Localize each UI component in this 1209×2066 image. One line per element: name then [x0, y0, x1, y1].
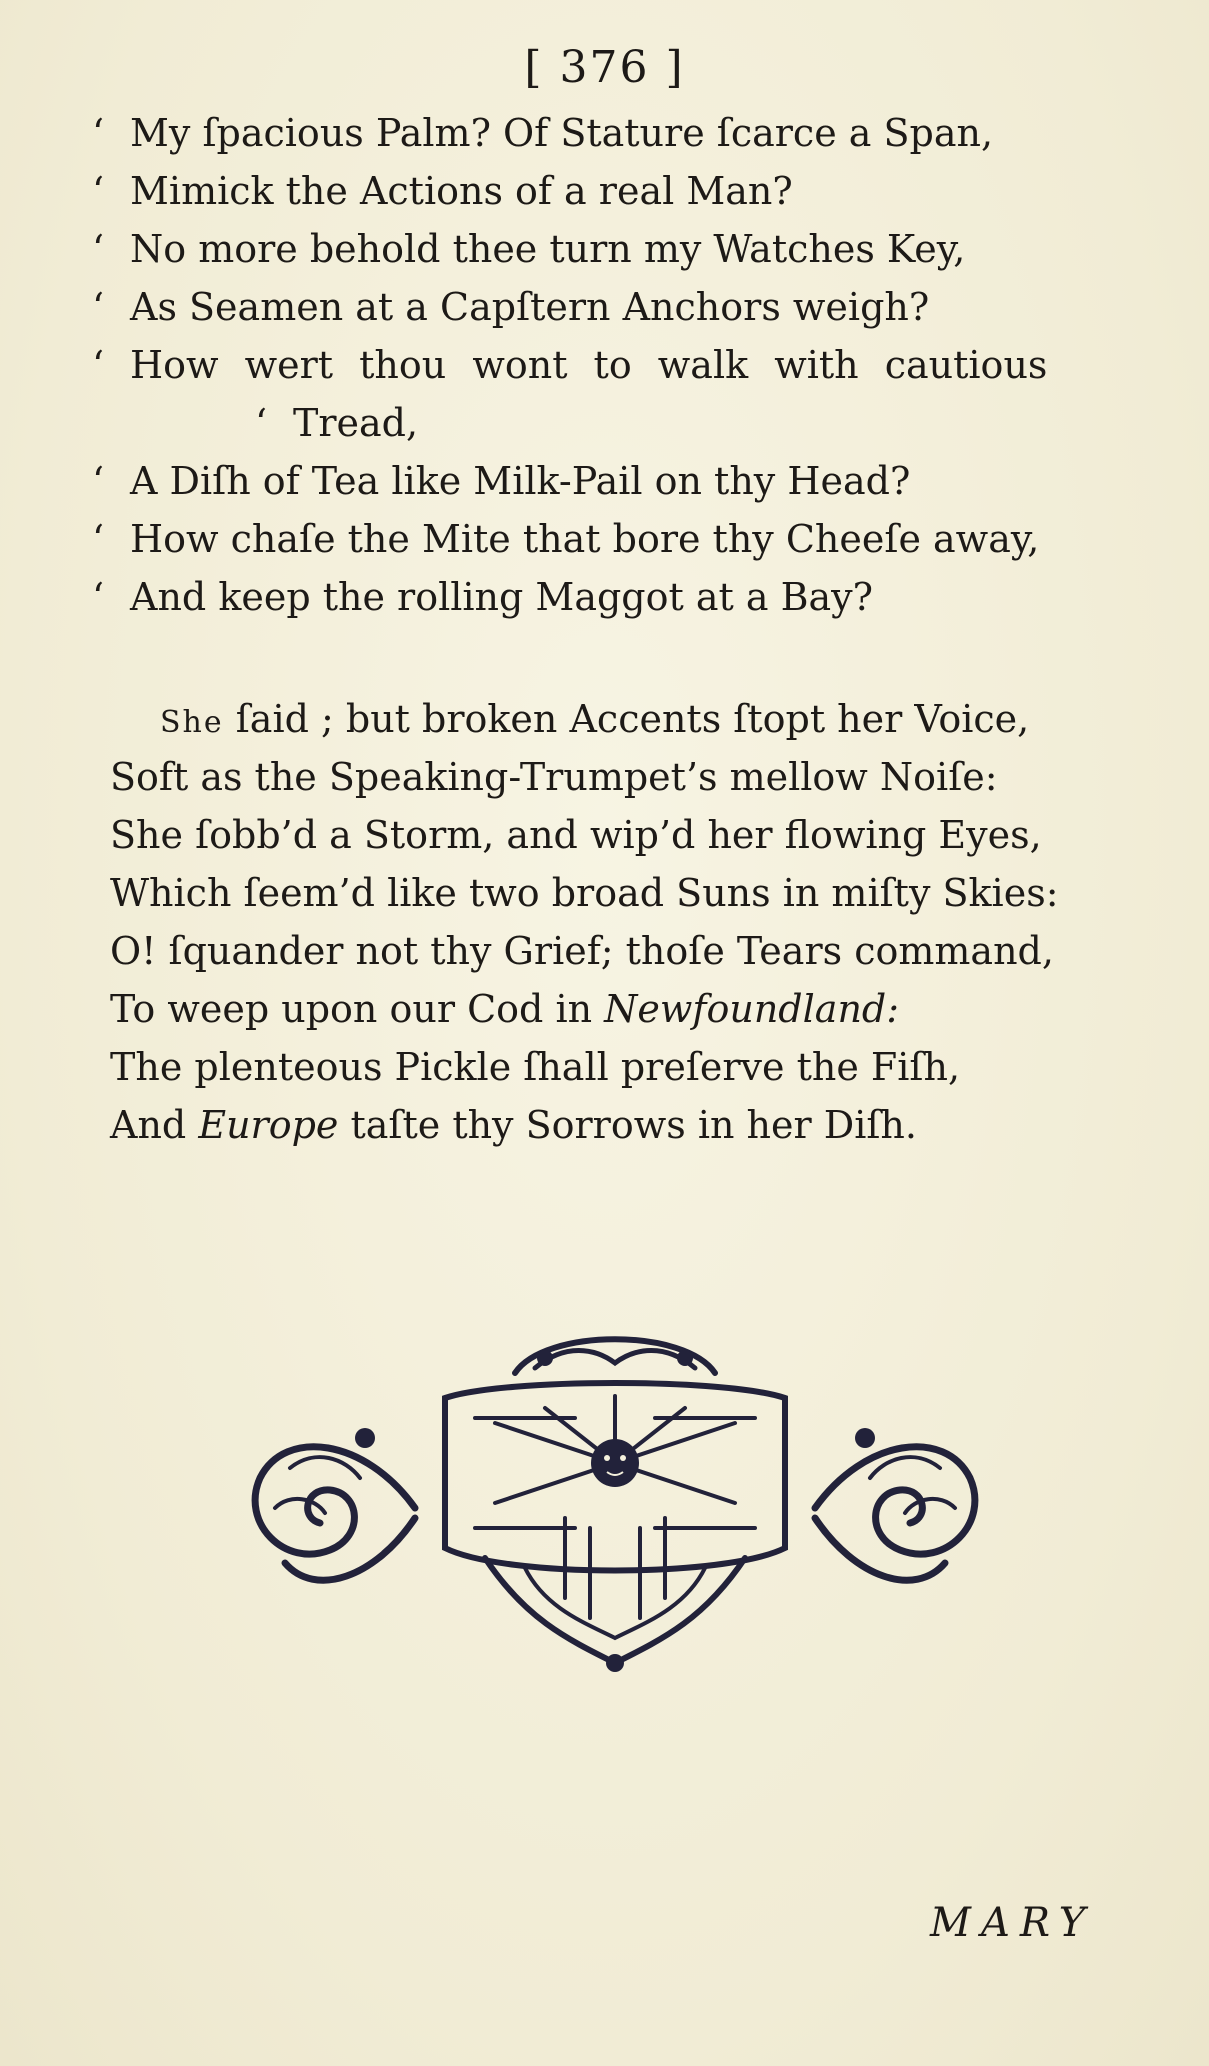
quote-mark: ‘ — [92, 169, 105, 213]
italic-place-name: Europe — [198, 1103, 339, 1147]
verse-line: She ſaid ; but broken Accents ſtopt her Voice, — [160, 697, 1030, 741]
verse-line: ‘ And keep the rolling Maggot at a Bay? — [92, 575, 874, 619]
verse-line-turnover: ‘ Tread, — [255, 401, 419, 445]
verse-line: ‘ How wert thou wont to walk with cautious — [92, 343, 1048, 387]
small-caps-word: She — [160, 705, 224, 740]
italic-place-name: Newfoundland: — [604, 987, 900, 1031]
verse-line: ‘ No more behold thee turn my Watches Key, — [92, 227, 966, 271]
verse-line: To weep upon our Cod in Newfoundland: — [110, 987, 900, 1031]
baroque-headpiece-ornament-icon — [245, 1318, 985, 1683]
quote-mark: ‘ — [92, 575, 105, 619]
quote-mark: ‘ — [92, 517, 105, 561]
verse-line: She ſobb’d a Storm, and wip’d her flowing Eyes, — [110, 813, 1042, 857]
quote-mark: ‘ — [92, 227, 105, 271]
quote-mark: ‘ — [92, 111, 105, 155]
verse-line: Soft as the Speaking-Trumpet’s mellow Noiſe: — [110, 755, 998, 799]
verse-line: O! ſquander not thy Grief; thoſe Tears command, — [110, 929, 1054, 973]
verse-line: And Europe taſte thy Sorrows in her Diſh. — [110, 1103, 917, 1147]
verse-line: ‘ Mimick the Actions of a real Man? — [92, 169, 793, 213]
verse-line: The plenteous Pickle ſhall preſerve the Fiſh, — [110, 1045, 961, 1089]
catchword: MARY — [930, 1900, 1096, 1946]
page-number: [ 376 ] — [524, 42, 685, 93]
quote-mark: ‘ — [255, 401, 268, 445]
verse-line: ‘ A Diſh of Tea like Milk-Pail on thy Head? — [92, 459, 911, 503]
quote-mark: ‘ — [92, 459, 105, 503]
verse-line: Which ſeem’d like two broad Suns in miſty Skies: — [110, 871, 1059, 915]
verse-line: ‘ As Seamen at a Capſtern Anchors weigh? — [92, 285, 930, 329]
quote-mark: ‘ — [92, 343, 105, 387]
quote-mark: ‘ — [92, 285, 105, 329]
verse-line: ‘ How chaſe the Mite that bore thy Cheeſe away, — [92, 517, 1040, 561]
verse-line: ‘ My ſpacious Palm? Of Stature ſcarce a Span, — [92, 111, 994, 155]
